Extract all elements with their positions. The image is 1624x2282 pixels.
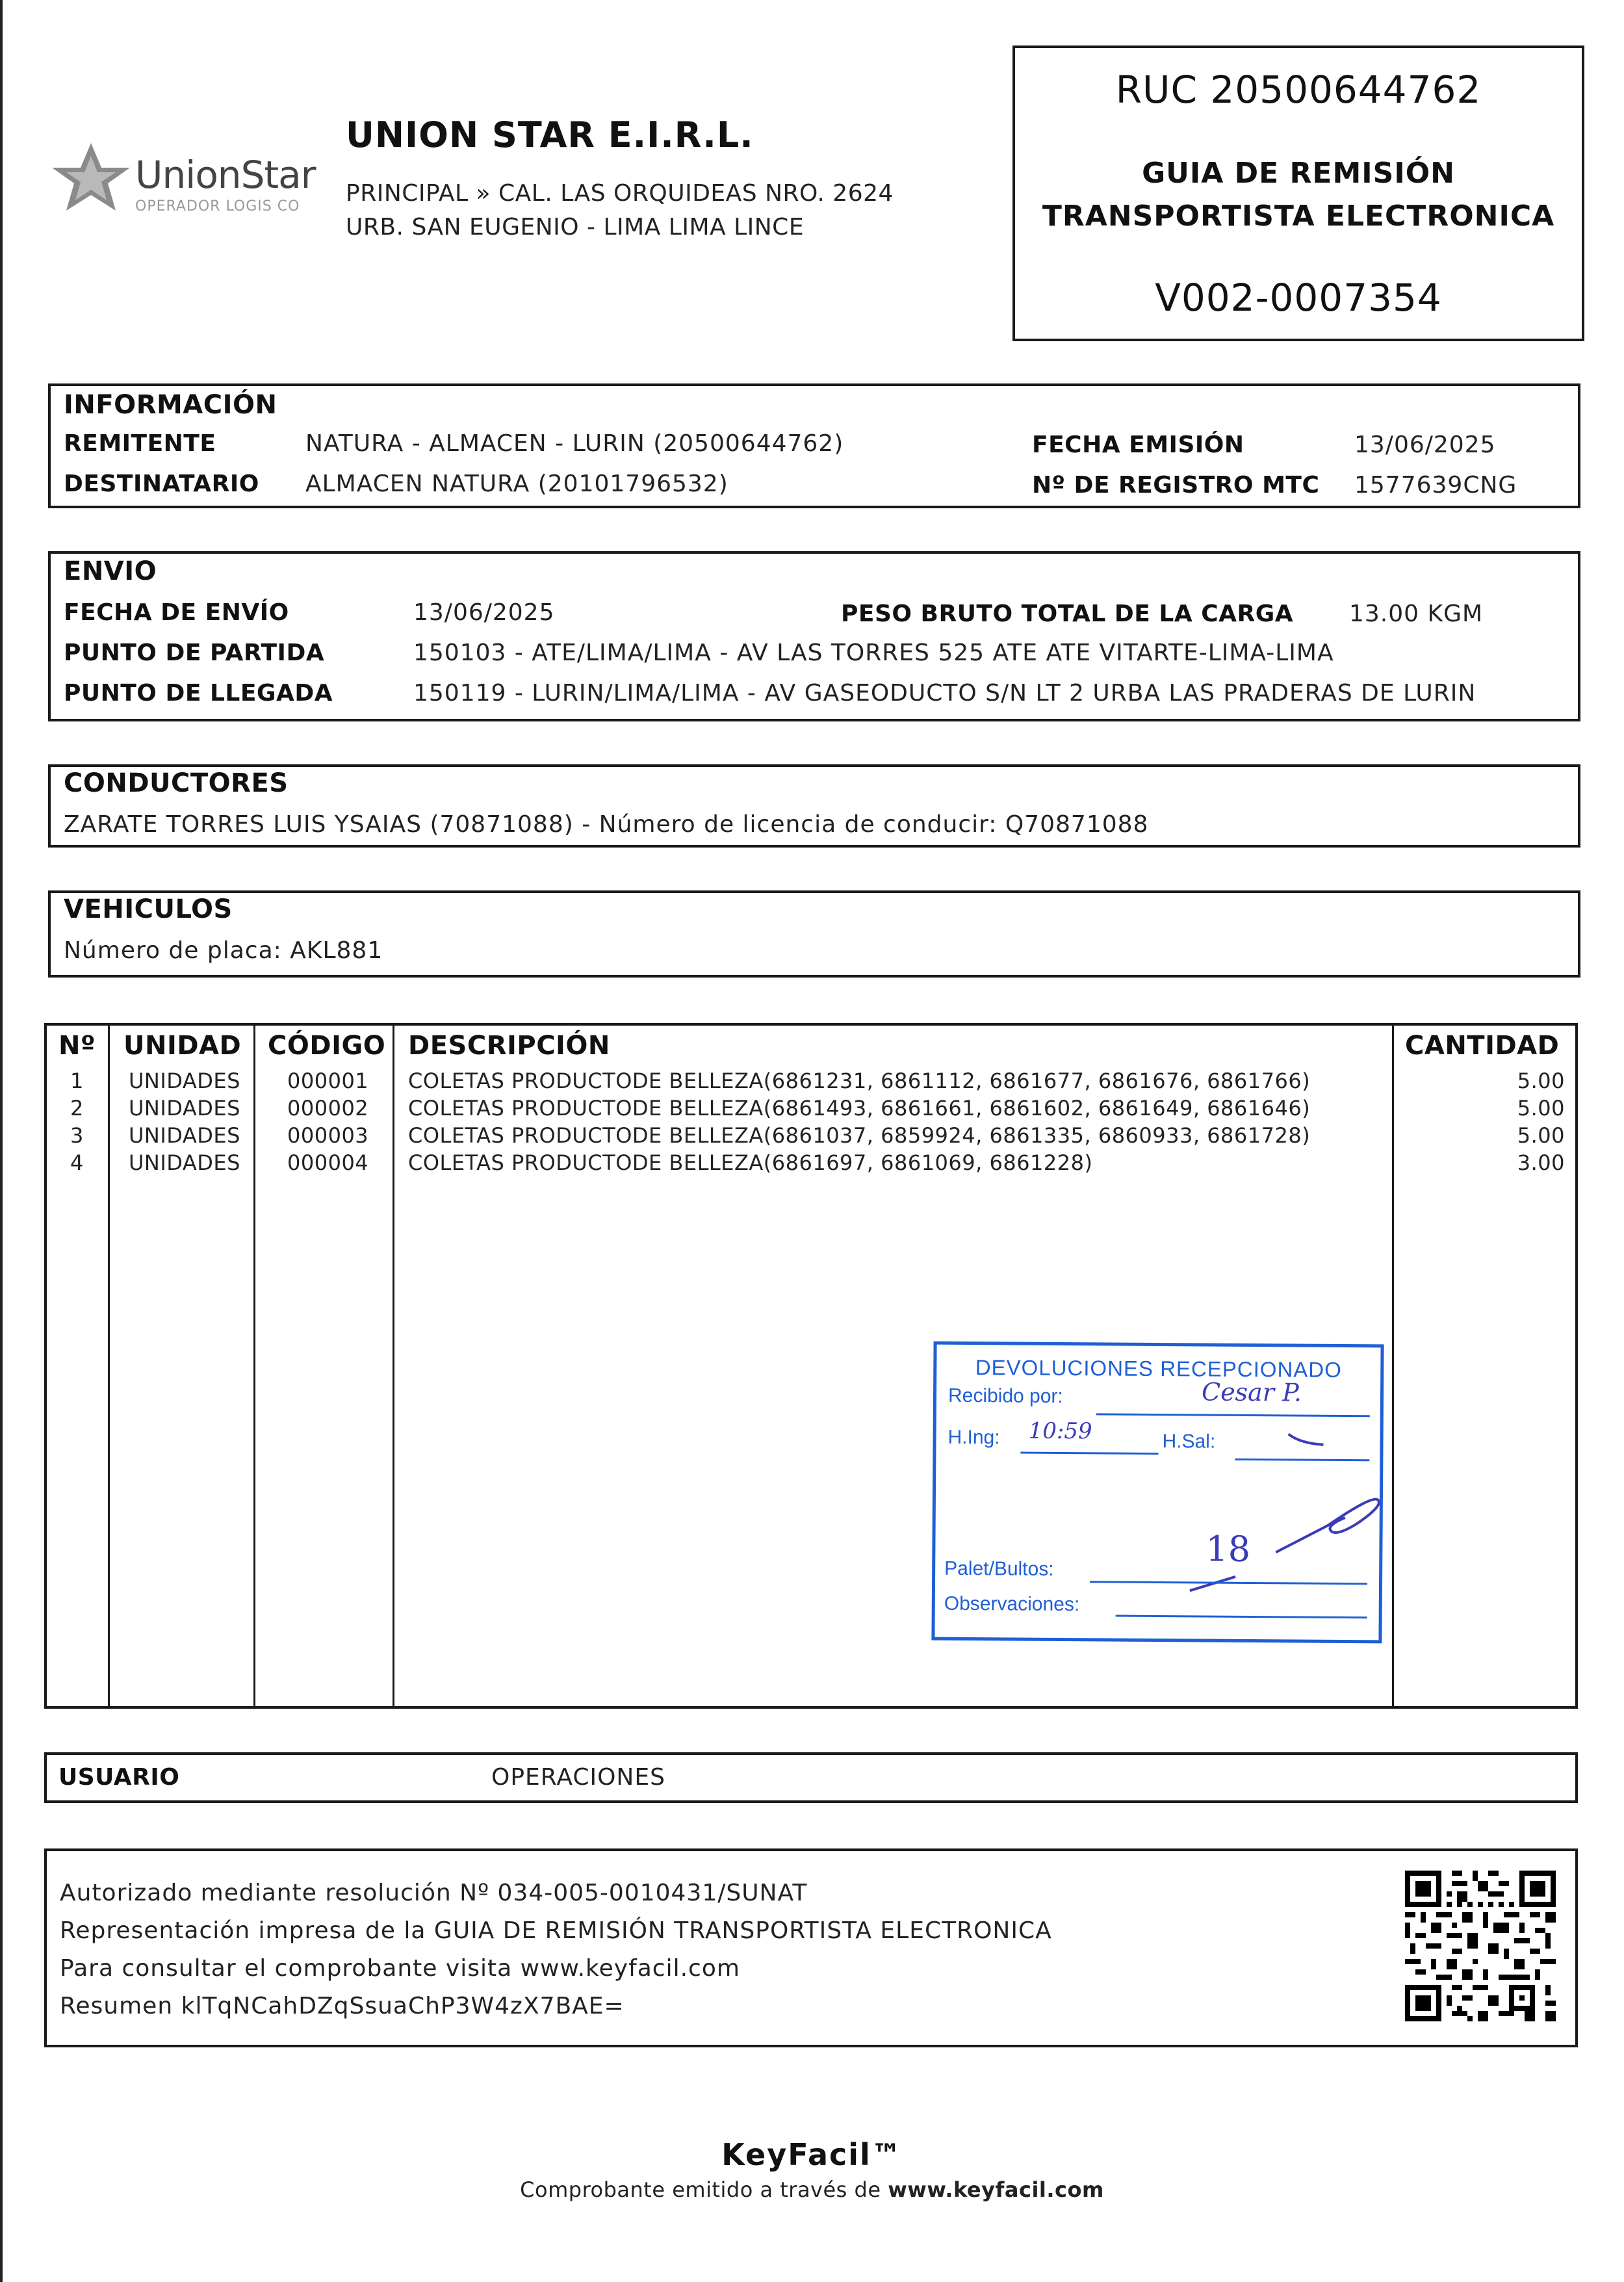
usuario-label: USUARIO — [58, 1764, 180, 1791]
scan-edge — [0, 0, 3, 2282]
cell-unidad: UNIDADES — [129, 1096, 240, 1121]
stamp-hing-label: H.Ing: — [947, 1426, 1000, 1449]
representation-text: Representación impresa de la GUIA DE REMISIÓN TRANSPORTISTA ELECTRONICA — [60, 1917, 1052, 1944]
cell-unidad: UNIDADES — [129, 1150, 240, 1175]
stamp-observaciones-label: Observaciones: — [944, 1592, 1080, 1616]
header-descripcion: DESCRIPCIÓN — [408, 1031, 610, 1061]
address-line-1: PRINCIPAL » CAL. LAS ORQUIDEAS NRO. 2624 — [346, 180, 894, 207]
envio-section — [48, 551, 1580, 721]
star-logo-icon — [51, 143, 132, 227]
table-row — [47, 1123, 1575, 1150]
fecha-emision-label: FECHA EMISIÓN — [1032, 432, 1244, 458]
peso-label: PESO BRUTO TOTAL DE LA CARGA — [841, 601, 1294, 627]
section-title: CONDUCTORES — [64, 768, 289, 798]
cell-cantidad: 3.00 — [1517, 1150, 1565, 1175]
partida-label: PUNTO DE PARTIDA — [64, 640, 325, 666]
destinatario-value: ALMACEN NATURA (20101796532) — [305, 471, 728, 497]
logo-tagline: OPERADOR LOGIS CO — [135, 198, 300, 214]
table-row — [47, 1069, 1575, 1096]
handwritten-mark — [1273, 1491, 1384, 1557]
cell-cantidad: 5.00 — [1517, 1123, 1565, 1148]
returns-received-stamp — [931, 1342, 1384, 1644]
emission-note — [0, 2177, 1624, 2202]
header-unidad: UNIDAD — [123, 1031, 242, 1061]
plate-number: Número de placa: AKL881 — [64, 937, 383, 964]
handwritten-bultos: 18 — [1205, 1528, 1251, 1570]
cell-codigo: 000002 — [287, 1096, 369, 1121]
fecha-envio-value: 13/06/2025 — [413, 599, 555, 626]
table-row — [47, 1096, 1575, 1123]
cell-codigo: 000003 — [287, 1123, 369, 1148]
cell-unidad: UNIDADES — [129, 1069, 240, 1093]
stamp-line — [1235, 1459, 1369, 1461]
partida-value: 150103 - ATE/LIMA/LIMA - AV LAS TORRES 525 ATE ATE VITARTE-LIMA-LIMA — [413, 640, 1334, 666]
authorization-text: Autorizado mediante resolución Nº 034-005-0010431/SUNAT — [60, 1880, 808, 1906]
stamp-recibido-label: Recibido por: — [947, 1384, 1063, 1407]
document-number: V002-0007354 — [1155, 276, 1442, 320]
keyfacil-brand: KeyFacil™ — [721, 2137, 903, 2172]
remitente-label: REMITENTE — [64, 430, 216, 457]
stamp-line — [1096, 1413, 1370, 1417]
registro-mtc-label: Nº DE REGISTRO MTC — [1032, 472, 1320, 499]
stamp-line — [1020, 1452, 1158, 1455]
fecha-envio-label: FECHA DE ENVÍO — [64, 599, 289, 626]
keyfacil-link[interactable]: www.keyfacil.com — [888, 2177, 1104, 2202]
document-type — [1015, 152, 1582, 238]
cell-num: 2 — [70, 1096, 84, 1121]
table-row — [47, 1150, 1575, 1178]
cell-unidad: UNIDADES — [129, 1123, 240, 1148]
header-codigo: CÓDIGO — [268, 1031, 386, 1061]
informacion-section — [48, 383, 1580, 508]
cell-cantidad: 5.00 — [1517, 1069, 1565, 1093]
document-type-line-2: TRANSPORTISTA ELECTRONICA — [1042, 200, 1555, 233]
handwritten-dash — [1287, 1431, 1326, 1447]
header-num: Nº — [58, 1031, 96, 1061]
handwritten-hing: 10:59 — [1028, 1418, 1092, 1445]
cell-num: 3 — [70, 1123, 84, 1148]
section-title: VEHICULOS — [64, 894, 233, 924]
document-id-box — [1012, 45, 1584, 341]
consult-text: Para consultar el comprobante visita www.keyfacil.com — [60, 1955, 740, 1982]
stamp-hsal-label: H.Sal: — [1162, 1431, 1216, 1453]
cell-descripcion: COLETAS PRODUCTODE BELLEZA(6861231, 6861112, 6861677, 6861676, 6861766) — [408, 1069, 1311, 1093]
conductores-section — [48, 764, 1580, 848]
address-line-2: URB. SAN EUGENIO - LIMA LIMA LINCE — [346, 214, 805, 240]
fecha-emision-value: 13/06/2025 — [1354, 432, 1496, 458]
company-address — [346, 177, 894, 244]
vehiculos-section — [48, 890, 1580, 978]
hash-summary: Resumen klTqNCahDZqSsuaChP3W4zX7BAE= — [60, 1993, 625, 2019]
registro-mtc-value: 1577639CNG — [1354, 472, 1517, 499]
handwritten-recibido: Cesar P. — [1201, 1377, 1302, 1407]
cell-num: 1 — [70, 1069, 84, 1093]
llegada-label: PUNTO DE LLEGADA — [64, 680, 333, 707]
stamp-line — [1116, 1615, 1367, 1619]
usuario-value: OPERACIONES — [491, 1764, 665, 1791]
emission-text: Comprobante emitido a través de — [520, 2177, 881, 2202]
document-type-line-1: GUIA DE REMISIÓN — [1142, 157, 1455, 190]
cell-cantidad: 5.00 — [1517, 1096, 1565, 1121]
peso-value: 13.00 KGM — [1349, 601, 1484, 627]
remitente-value: NATURA - ALMACEN - LURIN (20500644762) — [305, 430, 844, 457]
destinatario-label: DESTINATARIO — [64, 471, 259, 497]
cell-codigo: 000001 — [287, 1069, 369, 1093]
company-name: UNION STAR E.I.R.L. — [346, 114, 754, 155]
stamp-title: DEVOLUCIONES RECEPCIONADO — [975, 1355, 1342, 1382]
driver-info: ZARATE TORRES LUIS YSAIAS (70871088) - Número de licencia de conducir: Q70871088 — [64, 811, 1149, 838]
ruc-number: RUC 20500644762 — [1115, 68, 1482, 112]
cell-num: 4 — [70, 1150, 84, 1175]
legal-footer-box — [44, 1848, 1578, 2047]
usuario-section — [44, 1752, 1578, 1803]
qr-code-icon — [1405, 1871, 1556, 2021]
section-title: ENVIO — [64, 556, 157, 586]
cell-codigo: 000004 — [287, 1150, 369, 1175]
stamp-bultos-label: Palet/Bultos: — [944, 1557, 1054, 1580]
cell-descripcion: COLETAS PRODUCTODE BELLEZA(6861037, 6859924, 6861335, 6860933, 6861728) — [408, 1123, 1311, 1148]
logo-brand: UnionStar — [135, 153, 316, 197]
company-logo — [51, 140, 330, 237]
llegada-value: 150119 - LURIN/LIMA/LIMA - AV GASEODUCTO S/N LT 2 URBA LAS PRADERAS DE LURIN — [413, 680, 1476, 707]
cell-descripcion: COLETAS PRODUCTODE BELLEZA(6861493, 6861661, 6861602, 6861649, 6861646) — [408, 1096, 1311, 1121]
section-title: INFORMACIÓN — [64, 390, 277, 420]
header-cantidad: CANTIDAD — [1405, 1031, 1560, 1061]
cell-descripcion: COLETAS PRODUCTODE BELLEZA(6861697, 6861069, 6861228) — [408, 1150, 1093, 1175]
